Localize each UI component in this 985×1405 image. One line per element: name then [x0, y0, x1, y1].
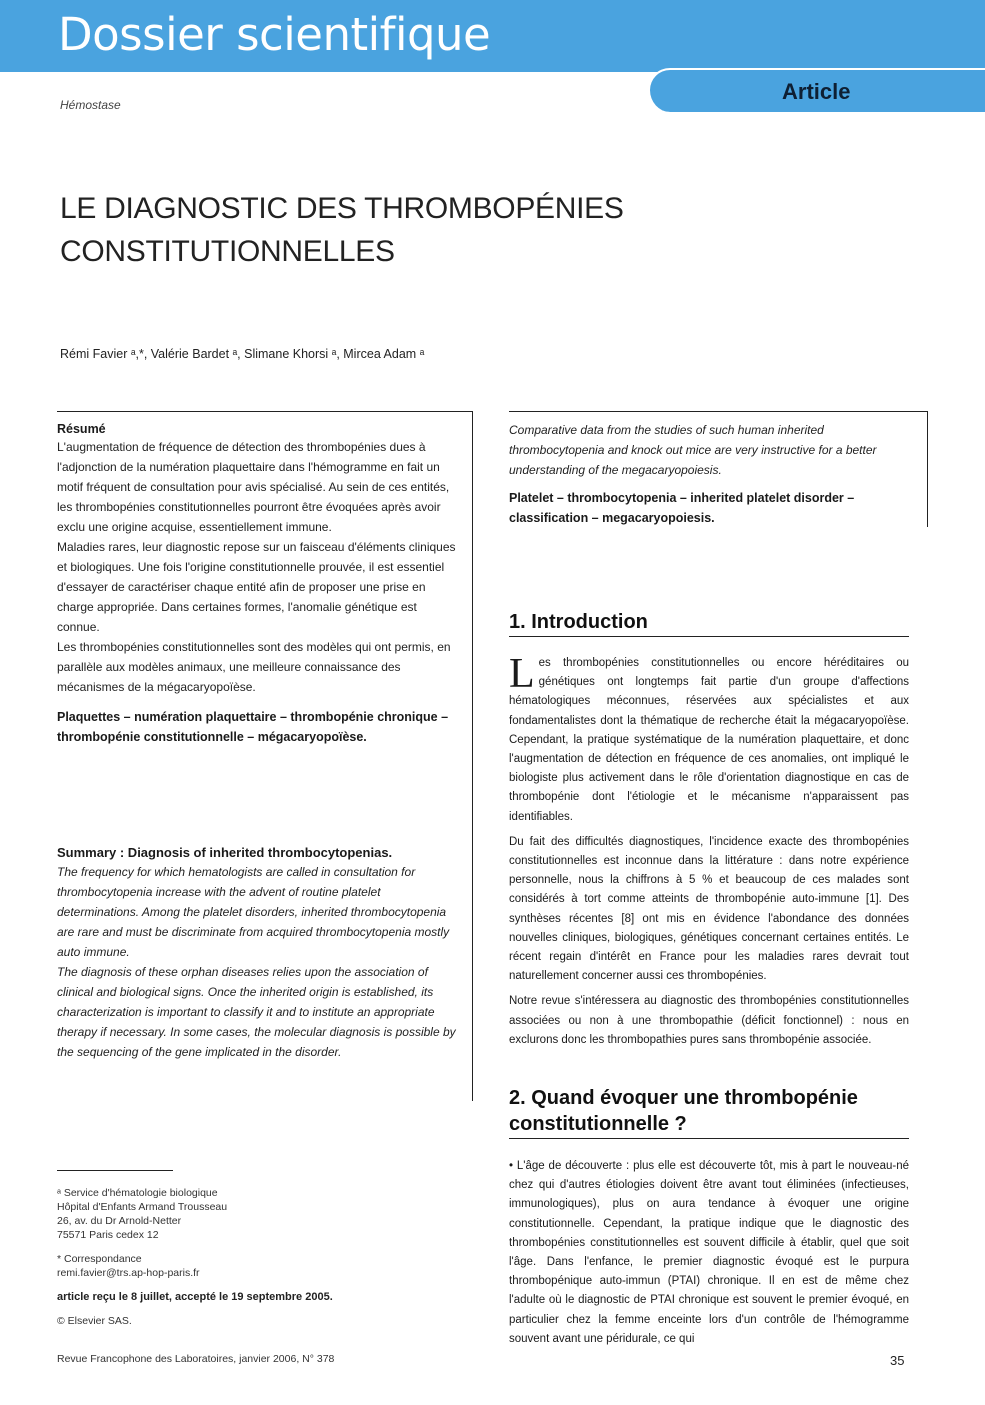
summary-keywords: Platelet – thrombocytopenia – inherited platelet disorder – classification – megacaryopoiesis.: [509, 491, 855, 525]
affiliation-line-1: ᵃ Service d'hématologie biologique: [57, 1187, 218, 1199]
affiliation-line-4: 75571 Paris cedex 12: [57, 1229, 159, 1241]
section2-heading: [509, 1085, 858, 1137]
intro-heading-rule: [509, 636, 909, 637]
abstract-right-rule: [927, 411, 928, 527]
abstract-top-rule: [509, 411, 928, 412]
section2-heading-line-2: constitutionnelle ?: [509, 1113, 687, 1135]
summary-paragraph-3: Comparative data from the studies of such human inherited thrombocytopenia and knock out mice are very instructive for a better understanding of the megacaryopoiesis.: [509, 423, 877, 477]
title-line-2: CONSTITUTIONNELLES: [60, 235, 395, 268]
correspondence-label: * Correspondance: [57, 1253, 142, 1265]
resume-heading: Résumé: [57, 422, 106, 436]
summary-paragraph-2: The diagnosis of these orphan diseases relies upon the association of clinical and biological signs. Once the inherited origin is established, its characterization is important to classify it and to institute an appropriate therapy if necessary. In some cases, the molecular diagnosis is possible by the sequencing of the gene implicated in the disorder.: [57, 965, 456, 1059]
section2-heading-rule: [509, 1138, 909, 1139]
intro-paragraph-3: Notre revue s'intéressera au diagnostic des thrombopénies constitutionnelles associées ou non à une thrombopathie (déficit fonctionnel) : nous en exclurons donc les thrombopathies pures sans thrombopénie associée.: [509, 995, 909, 1046]
section2-paragraph-1: • L'âge de découverte : plus elle est découverte tôt, mis à part le nouveau-né chez qui d'autres étiologies doivent être avant tout éliminées (infectieuses, immunologiques), plus on aura tendance à évoquer une origine constitutionnelle. Cependant, la pratique indique que le diagnostic des thrombopénies constitutionnelles est souvent difficile à établir, quel que soit l'âge. Dans l'enfance, le premier diagnostic évoqué est le purpura thrombopénique auto-immun (PTAI) chronique. Il en est de même chez l'adulte où le diagnostic de PTAI chronique est souvent le premier évoqué, en particulier chez la femme enceinte lors d'un contrôle de l'hémogramme souvent avant une péridurale, ce qui: [509, 1160, 909, 1345]
header-banner: [0, 0, 985, 72]
section2-body: [509, 1157, 909, 1355]
intro-heading: 1. Introduction: [509, 611, 648, 633]
footnotes: [57, 1186, 462, 1328]
affiliation: [57, 1186, 462, 1242]
section2-heading-line-1: 2. Quand évoquer une thrombopénie: [509, 1087, 858, 1109]
affiliation-line-2: Hôpital d'Enfants Armand Trousseau: [57, 1201, 228, 1213]
summary-block: [57, 845, 462, 1062]
correspondence-email: remi.favier@trs.ap-hop-paris.fr: [57, 1267, 200, 1279]
received-date: article reçu le 8 juillet, accepté le 19 septembre 2005.: [57, 1291, 333, 1303]
article-tab: [648, 68, 985, 112]
intro-paragraph-1: es thrombopénies constitutionnelles ou encore héréditaires ou génétiques ont longtemps fait partie d'un groupe d'affections hématologiques méconnues, réservées aux spécialistes et aux fondamentalistes dont la thématique de recherche était la mégacaryopoïèse. Cependant, la pratique systématique de la numération plaquettaire, et donc l'augmentation de détection en fréquence de ces anomalies, ont impliqué le biologiste plus activement dans le rôle d'orientation diagnostique en cas de thrombopénie dont l'étiologie et le mécanisme n'apparaissent pas identifiables.: [509, 657, 909, 823]
article-tab-label: Article: [782, 79, 851, 104]
resume-keywords: Plaquettes – numération plaquettaire – thrombopénie chronique – thrombopénie constitutionnelle – mégacaryopoïèse.: [57, 710, 449, 744]
banner-title: Dossier scientifique: [58, 8, 491, 61]
correspondence: [57, 1252, 462, 1280]
journal-footer: Revue Francophone des Laboratoires, janvier 2006, N° 378: [57, 1353, 335, 1365]
intro-dropcap: L: [509, 651, 535, 697]
article-title: [60, 187, 760, 273]
resume-block: [57, 422, 462, 747]
section-label: Hémostase: [60, 98, 121, 112]
resume-paragraph-3: Les thrombopénies constitutionnelles sont des modèles qui ont permis, en parallèle aux modèles animaux, une meilleure connaissance des mécanismes de la mégacaryopoïèse.: [57, 640, 451, 694]
intro-body: [509, 651, 909, 1056]
authors: Rémi Favier ᵃ,*, Valérie Bardet ᵃ, Slimane Khorsi ᵃ, Mircea Adam ᵃ: [60, 347, 425, 361]
footnote-rule: [57, 1170, 173, 1171]
resume-right-rule: [472, 411, 473, 1101]
title-line-1: LE DIAGNOSTIC DES THROMBOPÉNIES: [60, 192, 624, 225]
resume-top-rule: [57, 411, 473, 412]
copyright: © Elsevier SAS.: [57, 1315, 132, 1327]
summary-heading: Summary : Diagnosis of inherited thrombocytopenias.: [57, 845, 393, 860]
affiliation-line-3: 26, av. du Dr Arnold-Netter: [57, 1215, 182, 1227]
intro-paragraph-2: Du fait des difficultés diagnostiques, l'incidence exacte des thrombopénies constitutionnelles est inconnue dans la littérature : dans notre expérience personnelle, nous la chiffrons à 5 % et beaucoup de ces malades sont considérés à tort comme atteints de thrombopénie auto-immune [1]. Des synthèses récentes [8] ont mis en évidence l'abondance des données nouvelles cliniques, biologiques, génétiques concernant certaines entités. Le récent regain d'intérêt en France pour les maladies rares devrait tout naturellement concerner aussi ces thrombopénies.: [509, 835, 909, 983]
page-number: 35: [890, 1353, 905, 1368]
resume-paragraph-2: Maladies rares, leur diagnostic repose sur un faisceau d'éléments cliniques et biologiques. Une fois l'origine constitutionnelle prouvée, il est essentiel d'essayer de caractériser chaque entité afin de proposer une prise en charge appropriée. Dans certaines formes, l'anomalie génétique est connue.: [57, 540, 456, 634]
resume-paragraph-1: L'augmentation de fréquence de détection des thrombopénies dues à l'adjonction de la numération plaquettaire dans l'hémogramme en fait un motif fréquent de consultation pour avis spécialisé. Au sein de ces entités, les thrombopénies constitutionnelles pourront être évoquées après avoir exclu une origine acquise, essentiellement immune.: [57, 440, 450, 534]
summary-paragraph-1: The frequency for which hematologists are called in consultation for thrombocytopenia increase with the advent of routine platelet determinations. Among the platelet disorders, inherited thrombocytopenia are rare and must be discriminate from acquired thrombocytopenia mostly auto immune.: [57, 865, 450, 959]
summary-continuation: [509, 420, 909, 528]
